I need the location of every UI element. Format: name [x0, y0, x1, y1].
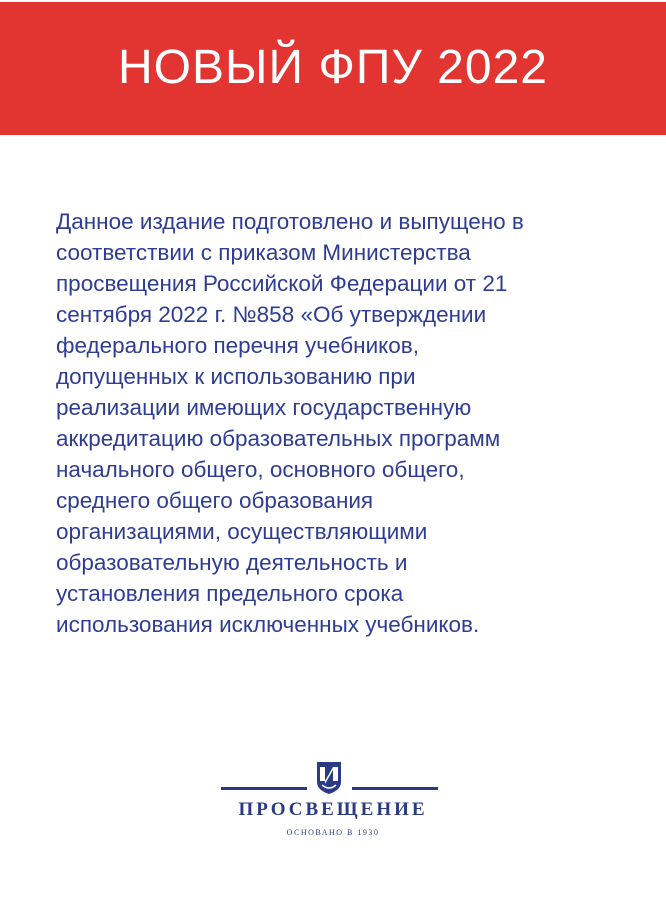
notice-line: Данное издание подготовлено и выпущено в — [56, 209, 524, 234]
banner-title: НОВЫЙ ФПУ 2022 — [118, 41, 548, 94]
notice-line: реализации имеющих государственную — [56, 395, 472, 420]
notice-line: допущенных к использованию при — [56, 364, 416, 389]
notice-line: образовательную деятельность и — [56, 550, 408, 575]
notice-line: среднего общего образования — [56, 488, 374, 513]
notice-line: установления предельного срока — [56, 581, 404, 606]
notice-text — [56, 206, 616, 640]
logo-tagline: ОСНОВАНО В 1930 — [286, 828, 380, 837]
logo-rule-left — [221, 787, 307, 790]
header-banner — [0, 2, 666, 135]
notice-line: начального общего, основного общего, — [56, 457, 465, 482]
prosveshchenie-emblem-icon — [316, 761, 342, 795]
notice-line: сентября 2022 г. №858 «Об утверждении — [56, 302, 487, 327]
notice-line: просвещения Российской Федерации от 21 — [56, 271, 508, 296]
notice-line: использования исключенных учебников. — [56, 612, 480, 637]
notice-line: федерального перечня учебников, — [56, 333, 419, 358]
logo-rule-right — [352, 787, 438, 790]
notice-line: организациями, осуществляющими — [56, 519, 428, 544]
notice-line: аккредитацию образовательных программ — [56, 426, 501, 451]
logo-wordmark: ПРОСВЕЩЕНИЕ — [238, 799, 428, 820]
publisher-logo — [0, 758, 666, 858]
notice-line: соответствии с приказом Министерства — [56, 240, 471, 265]
